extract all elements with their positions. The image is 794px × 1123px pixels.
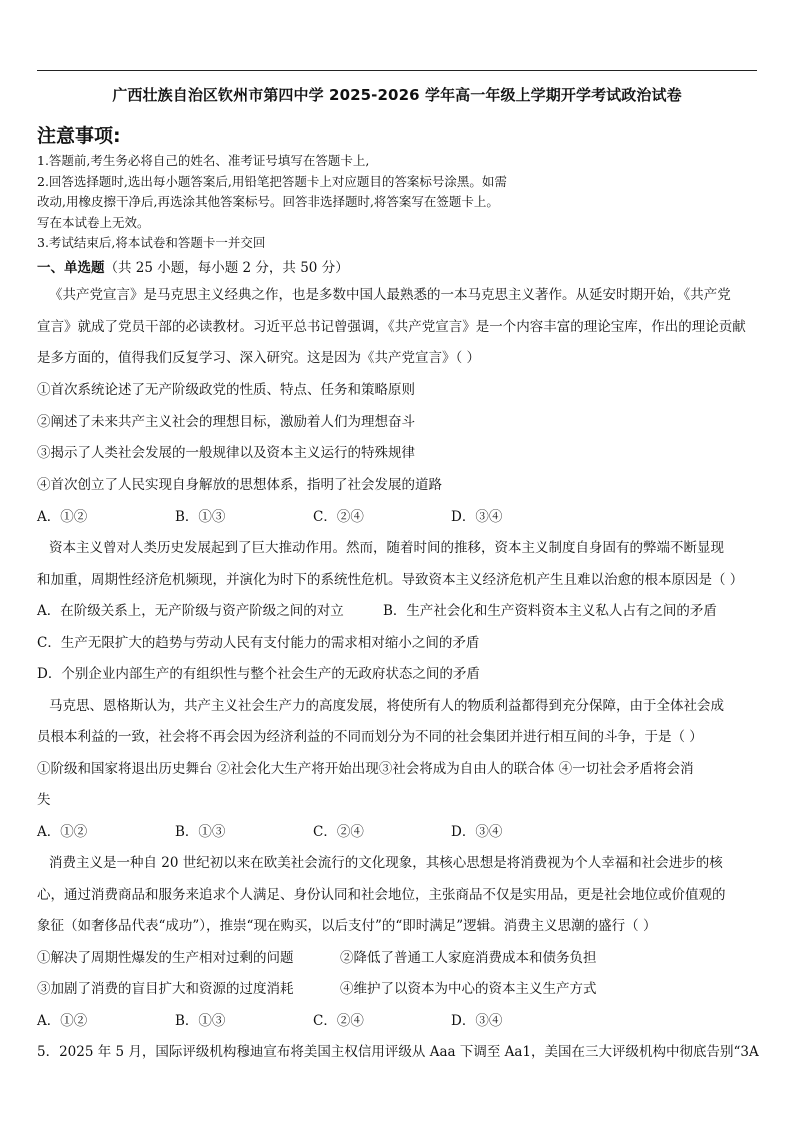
q4-option-d[interactable]: D．③④ bbox=[451, 1013, 503, 1029]
notice-list bbox=[37, 151, 757, 254]
q1-item: ③揭示了人类社会发展的一般规律以及资本主义运行的特殊规律 bbox=[37, 445, 415, 461]
header-rule bbox=[37, 70, 757, 71]
q4-stem-line: 象征（如奢侈品代表“成功”），推崇“现在购买，以后支付”的“即时满足”逻辑。消费主义思潮的盛行（ ） bbox=[37, 918, 657, 934]
notice-line: 改动,用橡皮擦干净后,再选涂其他答案标号。回答非选择题时,将答案写在签题卡上。 bbox=[37, 194, 499, 209]
notice-line: 1.答题前,考生务必将自己的姓名、准考证号填写在答题卡上, bbox=[37, 153, 370, 168]
q1-item: ④首次创立了人民实现自身解放的思想体系，指明了社会发展的道路 bbox=[37, 477, 442, 493]
q3-option-c[interactable]: C．②④ bbox=[313, 824, 364, 840]
q2-option-c[interactable]: C．生产无限扩大的趋势与劳动人民有支付能力的需求相对缩小之间的矛盾 bbox=[37, 635, 480, 651]
section-label: 一、单选题 bbox=[37, 260, 105, 276]
q1-item: ①首次系统论述了无产阶级政党的性质、特点、任务和策略原则 bbox=[37, 382, 415, 398]
notice-line: 2.回答选择题时,选出每小题答案后,用铅笔把答题卡上对应题目的答案标号涂黑。如需 bbox=[37, 173, 507, 189]
q3-option-d[interactable]: D．③④ bbox=[451, 824, 503, 840]
section-header bbox=[37, 256, 349, 276]
q2-option-d[interactable]: D．个别企业内部生产的有组织性与整个社会生产的无政府状态之间的矛盾 bbox=[37, 666, 480, 682]
q2-stem-line: 资本主义曾对人类历史发展起到了巨大推动作用。然而，随着时间的推移，资本主义制度自身固有的弊端不断显现 bbox=[49, 540, 724, 556]
q4-option-a[interactable]: A．①② bbox=[37, 1013, 88, 1029]
q4-stem-line: 消费主义是一种自 20 世纪初以来在欧美社会流行的文化现象，其核心思想是将消费视为个人幸福和社会进步的核 bbox=[49, 855, 723, 871]
q4-item: ③加剧了消费的盲目扩大和资源的过度消耗 bbox=[37, 981, 294, 997]
q1-option-d[interactable]: D．③④ bbox=[451, 509, 503, 525]
q1-item: ②阐述了未来共产主义社会的理想目标，激励着人们为理想奋斗 bbox=[37, 414, 415, 430]
notice-heading: 注意事项: bbox=[37, 125, 121, 147]
q1-option-b[interactable]: B．①③ bbox=[175, 509, 226, 525]
q2-stem-line: 和加重，周期性经济危机频现，并演化为时下的系统性危机。导致资本主义经济危机产生且难以治愈的根本原因是（ ） bbox=[37, 572, 744, 588]
page-title: 广西壮族自治区钦州市第四中学 2025-2026 学年高一年级上学期开学考试政治试卷 bbox=[112, 86, 682, 104]
notice-line: 3.考试结束后,将本试卷和答题卡一并交回 bbox=[37, 235, 266, 250]
q3-stem-line: 马克思、恩格斯认为，共产主义社会生产力的高度发展，将使所有人的物质利益都得到充分保障，由于全体社会成 bbox=[49, 698, 724, 714]
q3-stem-line: 员根本利益的一致，社会将不再会因为经济利益的不同而划分为不同的社会集团并进行相互间的斗争，于是（ ） bbox=[37, 729, 703, 745]
q1-option-a[interactable]: A．①② bbox=[37, 509, 88, 525]
q2-option-b[interactable]: B．生产社会化和生产资料资本主义私人占有之间的矛盾 bbox=[383, 603, 717, 619]
q3-option-a[interactable]: A．①② bbox=[37, 824, 88, 840]
q4-item: ②降低了普通工人家庭消费成本和债务负担 bbox=[340, 950, 597, 966]
q3-items: ①阶级和国家将退出历史舞台 ②社会化大生产将开始出现③社会将成为自由人的联合体 ④一切社会矛盾将会消 bbox=[37, 761, 694, 777]
q1-stem-line: 《共产党宣言》是马克思主义经典之作，也是多数中国人最熟悉的一本马克思主义著作。从延安时期开始，《共产党 bbox=[49, 287, 731, 303]
q4-stem-line: 心，通过消费商品和服务来追求个人满足、身份认同和社会地位，主张商品不仅是实用品，更是社会地位或价值观的 bbox=[37, 887, 726, 903]
q3-items-wrap: 失 bbox=[37, 792, 51, 808]
q3-option-b[interactable]: B．①③ bbox=[175, 824, 226, 840]
notice-line: 写在本试卷上无效。 bbox=[37, 214, 150, 230]
q2-option-a[interactable]: A．在阶级关系上，无产阶级与资产阶级之间的对立 bbox=[37, 603, 344, 619]
q4-item: ④维护了以资本为中心的资本主义生产方式 bbox=[340, 981, 597, 997]
q1-option-c[interactable]: C．②④ bbox=[313, 509, 364, 525]
section-desc: （共 25 小题，每小题 2 分，共 50 分） bbox=[104, 260, 349, 276]
q5-stem-line: 5．2025 年 5 月，国际评级机构穆迪宣布将美国主权信用评级从 Aaa 下调至 Aa1，美国在三大评级机构中彻底告别“3A bbox=[37, 1044, 759, 1060]
q4-item: ①解决了周期性爆发的生产相对过剩的问题 bbox=[37, 950, 294, 966]
q4-option-c[interactable]: C．②④ bbox=[313, 1013, 364, 1029]
q1-stem-line: 宣言》就成了党员干部的必读教材。习近平总书记曾强调，《共产党宣言》是一个内容丰富的理论宝库，作出的理论贡献 bbox=[37, 319, 746, 335]
q4-option-b[interactable]: B．①③ bbox=[175, 1013, 226, 1029]
q1-stem-line: 是多方面的，值得我们反复学习、深入研究。这是因为《共产党宣言》（ ） bbox=[37, 350, 481, 366]
